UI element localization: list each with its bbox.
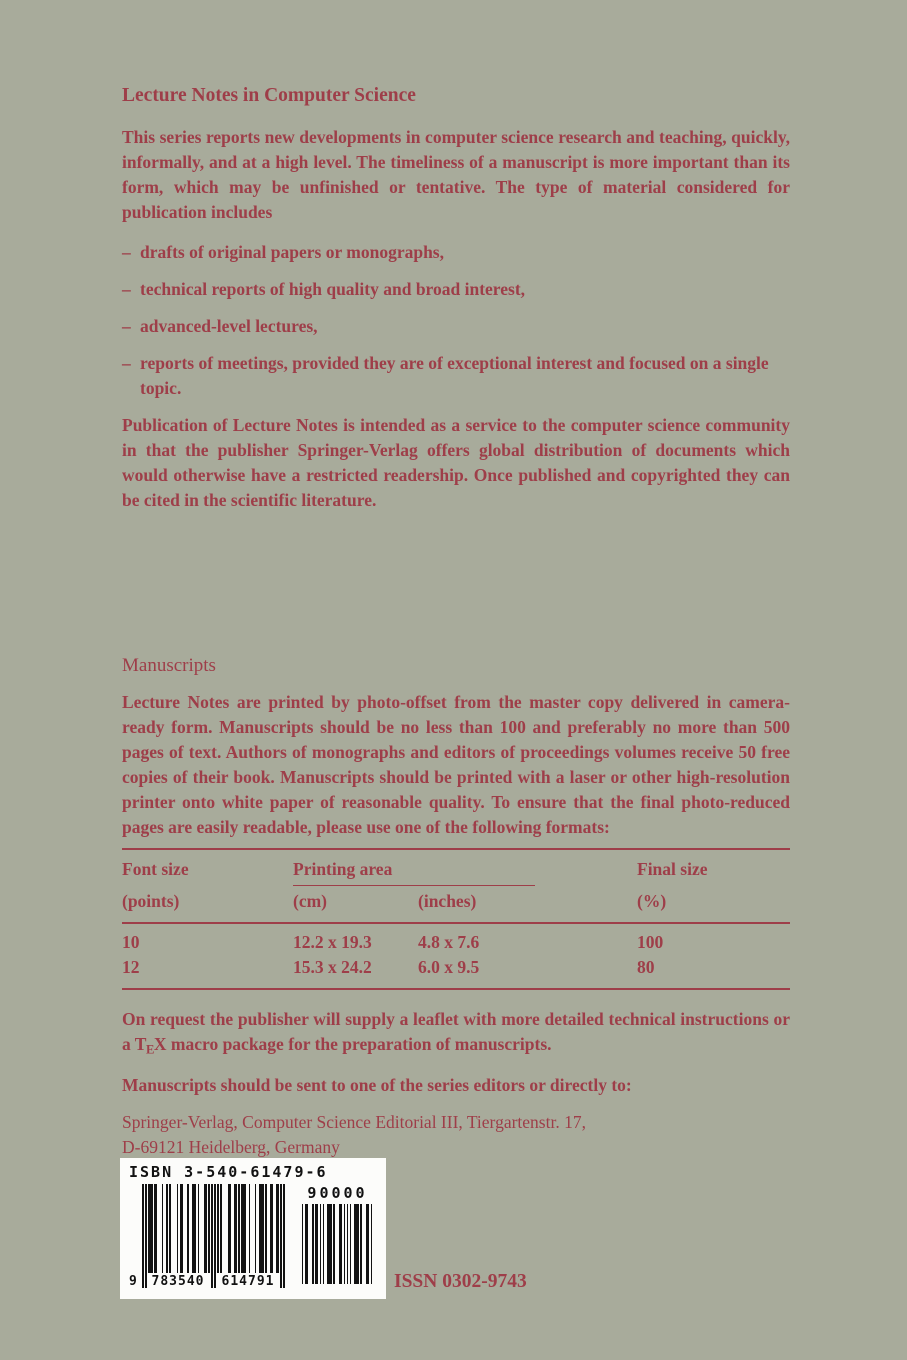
- table-cell: 6.0 x 9.5: [418, 957, 480, 977]
- column-header-points: (points): [122, 891, 180, 911]
- isbn-barcode-panel: [120, 1158, 386, 1299]
- ean-digit-group-right: 614791: [221, 1274, 275, 1289]
- list-item-text: technical reports of high quality and broad interest,: [140, 279, 526, 299]
- issn-number: ISSN 0302-9743: [394, 1271, 527, 1292]
- table-cell: 100: [637, 932, 664, 952]
- dash-bullet-icon: –: [122, 316, 131, 336]
- addon-bars: [302, 1204, 374, 1284]
- table-cell: 10: [122, 932, 140, 952]
- tex-logo-subscript: E: [145, 1042, 155, 1057]
- address-line: Springer-Verlag, Computer Science Editorial III, Tiergartenstr. 17,: [122, 1112, 586, 1132]
- column-header-cm: (cm): [293, 891, 328, 911]
- column-header-font-size: Font size: [122, 859, 189, 879]
- publisher-address: [122, 1110, 790, 1160]
- cover-text-column: [122, 0, 790, 1160]
- table-body: [122, 924, 790, 988]
- dash-bullet-icon: –: [122, 242, 131, 262]
- column-header-inches: (inches): [418, 891, 477, 911]
- list-item-text: advanced-level lectures,: [140, 316, 318, 336]
- table-bottom-rule: [122, 988, 790, 990]
- format-table: [122, 848, 790, 990]
- address-line: D-69121 Heidelberg, Germany: [122, 1137, 340, 1157]
- ean-digit-group-left: 783540: [151, 1274, 205, 1289]
- tex-paragraph-text: On request the publisher will supply a leaflet with more detailed technical instructions or a T: [122, 1009, 790, 1054]
- series-title: Lecture Notes in Computer Science: [122, 85, 416, 106]
- table-cell: 4.8 x 7.6: [418, 932, 480, 952]
- barcode-bars-row: [129, 1184, 377, 1288]
- send-to-line: Manuscripts should be sent to one of the series editors or directly to:: [122, 1075, 632, 1095]
- tex-paragraph-text: X macro package for the preparation of manuscripts.: [153, 1034, 552, 1054]
- table-header: [122, 850, 790, 922]
- ean-leading-digit: 9: [129, 1274, 137, 1289]
- list-item: [122, 351, 790, 401]
- ean5-addon-barcode: [302, 1184, 374, 1288]
- publication-types-list: [122, 240, 790, 401]
- series-intro-paragraph: This series reports new developments in computer science research and teaching, quickly, informally, and at a high level. The timeliness of a manuscript is more important than its form, which may be unfinished or tentative. The type of material considered for publication includes: [122, 127, 790, 222]
- list-item: [122, 240, 790, 265]
- list-item-text: reports of meetings, provided they are of exceptional interest and focused on a single topic.: [140, 353, 769, 398]
- table-cell: 15.3 x 24.2: [293, 957, 372, 977]
- ean13-barcode: [129, 1184, 285, 1289]
- list-item: [122, 314, 790, 339]
- manuscripts-heading: Manuscripts: [122, 655, 216, 676]
- column-group-header-printing-area: Printing area: [293, 850, 637, 886]
- list-item: [122, 277, 790, 302]
- column-header-percent: (%): [637, 891, 667, 911]
- addon-price-code: 90000: [307, 1184, 368, 1202]
- manuscripts-paragraph: Lecture Notes are printed by photo-offset from the master copy delivered in camera-ready form. Manuscripts should be no less than 100 and preferably no more than 500 pages of text. Authors of monographs and editors of proceedings volumes receive 50 free copies of their book. Manuscripts should be printed with a laser or other high-resolution printer onto white paper of reasonable quality. To ensure that the final photo-reduced pages are easily readable, please use one of the following formats:: [122, 692, 790, 837]
- table-cell: 80: [637, 957, 655, 977]
- isbn-number: ISBN 3-540-61479-6: [129, 1163, 328, 1181]
- table-cell: 12: [122, 957, 140, 977]
- table-cell: 12.2 x 19.3: [293, 932, 372, 952]
- dash-bullet-icon: –: [122, 279, 131, 299]
- list-item-text: drafts of original papers or monographs,: [140, 242, 444, 262]
- column-header-final-size: Final size: [637, 859, 708, 879]
- dash-bullet-icon: –: [122, 353, 131, 373]
- publication-service-paragraph: Publication of Lecture Notes is intended as a service to the computer science community in that the publisher Springer-Verlag offers global distribution of documents which would otherwise have a restricted readership. Once published and copyrighted they can be cited in the scientific literature.: [122, 415, 790, 510]
- tex-leaflet-paragraph: [122, 1007, 790, 1059]
